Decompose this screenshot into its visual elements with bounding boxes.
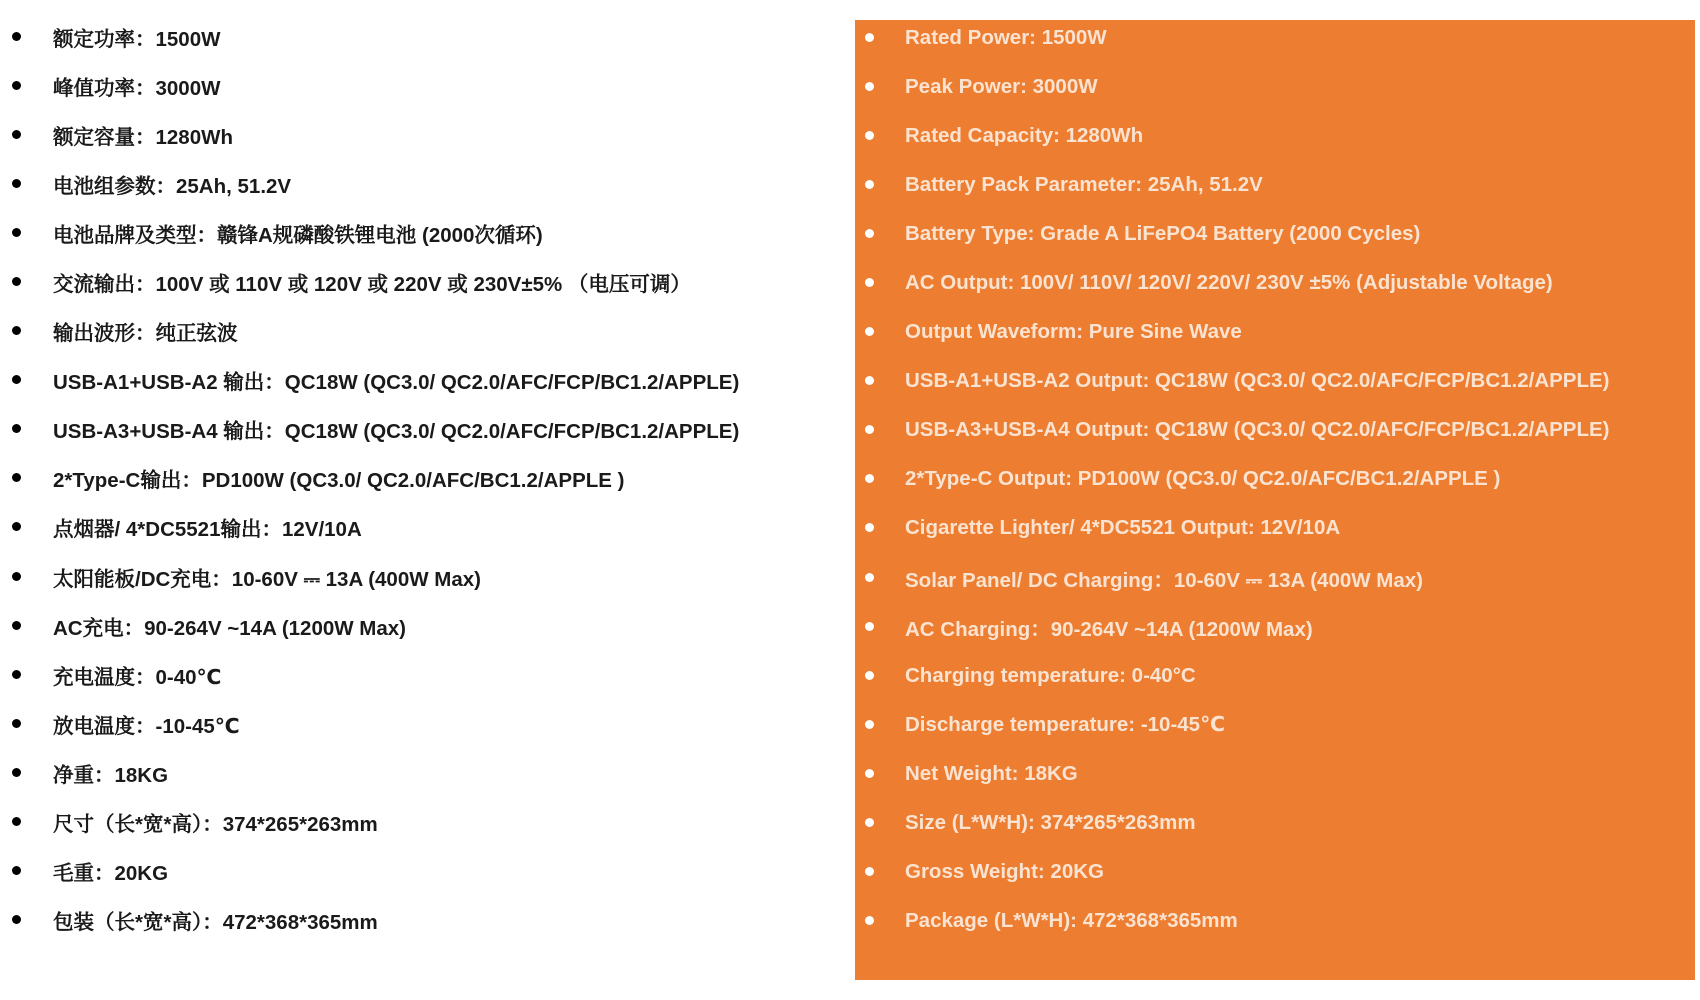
- bullet-icon: [12, 522, 21, 531]
- chinese-spec-text: 太阳能板/DC充电：10-60V ⎓ 13A (400W Max): [53, 567, 481, 591]
- chinese-spec-item: [0, 601, 840, 650]
- english-spec-item: [855, 602, 1695, 651]
- chinese-spec-text: 放电温度：-10-45℃: [53, 714, 240, 738]
- bullet-icon: [865, 33, 874, 42]
- chinese-spec-text: 包装（长*宽*高）：472*368*365mm: [53, 911, 378, 935]
- bullet-icon: [865, 769, 874, 778]
- chinese-spec-item: [0, 896, 840, 945]
- bullet-icon: [12, 670, 21, 679]
- english-spec-text: USB-A1+USB-A2 Output: QC18W (QC3.0/ QC2.0/AFC/FCP/BC1.2/APPLE): [905, 369, 1610, 393]
- chinese-spec-text: 尺寸（长*宽*高）：374*265*263mm: [53, 813, 378, 837]
- bullet-icon: [865, 131, 874, 140]
- bullet-icon: [12, 326, 21, 335]
- english-spec-text: 2*Type-C Output: PD100W (QC3.0/ QC2.0/AFC/BC1.2/APPLE ): [905, 467, 1501, 491]
- chinese-spec-text: 充电温度：0-40℃: [53, 665, 222, 689]
- chinese-spec-text: 峰值功率：3000W: [53, 76, 221, 100]
- bullet-icon: [12, 81, 21, 90]
- chinese-spec-item: [0, 12, 840, 61]
- bullet-icon: [865, 229, 874, 238]
- bullet-icon: [12, 719, 21, 728]
- chinese-spec-item: [0, 650, 840, 699]
- chinese-spec-item: [0, 110, 840, 159]
- bullet-icon: [12, 915, 21, 924]
- english-spec-item: [855, 848, 1695, 897]
- english-spec-text: Solar Panel/ DC Charging：10-60V ⎓ 13A (400W Max): [905, 568, 1423, 592]
- english-spec-list: [855, 13, 1695, 946]
- english-spec-text: Net Weight: 18KG: [905, 761, 1078, 785]
- chinese-spec-text: USB-A3+USB-A4 输出：QC18W (QC3.0/ QC2.0/AFC/FCP/BC1.2/APPLE): [53, 420, 740, 444]
- chinese-spec-text: 毛重：20KG: [53, 862, 169, 886]
- chinese-spec-text: AC充电：90-264V ~14A (1200W Max): [53, 616, 407, 640]
- chinese-spec-item: [0, 503, 840, 552]
- english-spec-item: [855, 357, 1695, 406]
- english-spec-item: [855, 651, 1695, 700]
- bullet-icon: [12, 473, 21, 482]
- bullet-icon: [12, 424, 21, 433]
- english-spec-text: Package (L*W*H): 472*368*365mm: [905, 909, 1238, 933]
- bullet-icon: [12, 179, 21, 188]
- english-spec-item: [855, 13, 1695, 62]
- english-spec-text: Rated Power: 1500W: [905, 25, 1107, 49]
- chinese-spec-list: [0, 12, 840, 945]
- chinese-spec-text: 2*Type-C输出：PD100W (QC3.0/ QC2.0/AFC/BC1.2/APPLE ): [53, 469, 625, 493]
- english-spec-text: Battery Type: Grade A LiFePO4 Battery (2000 Cycles): [905, 221, 1421, 245]
- english-spec-item: [855, 749, 1695, 798]
- english-spec-item: [855, 209, 1695, 258]
- chinese-spec-text: 电池品牌及类型：赣锋A规磷酸铁锂电池 (2000次循环): [53, 223, 543, 247]
- english-spec-item: [855, 308, 1695, 357]
- english-spec-text: Output Waveform: Pure Sine Wave: [905, 320, 1242, 344]
- english-spec-item: [855, 258, 1695, 307]
- bullet-icon: [865, 278, 874, 287]
- english-spec-text: USB-A3+USB-A4 Output: QC18W (QC3.0/ QC2.0/AFC/FCP/BC1.2/APPLE): [905, 418, 1610, 442]
- chinese-spec-text: 输出波形：纯正弦波: [53, 322, 238, 346]
- bullet-icon: [865, 671, 874, 680]
- chinese-spec-item: [0, 454, 840, 503]
- english-spec-text: Discharge temperature: -10-45℃: [905, 713, 1225, 737]
- english-spec-item: [855, 504, 1695, 553]
- bullet-icon: [12, 621, 21, 630]
- bullet-icon: [865, 376, 874, 385]
- english-spec-text: Size (L*W*H): 374*265*263mm: [905, 811, 1196, 835]
- bullet-icon: [12, 32, 21, 41]
- english-spec-item: [855, 553, 1695, 602]
- chinese-spec-item: [0, 748, 840, 797]
- chinese-spec-text: USB-A1+USB-A2 输出：QC18W (QC3.0/ QC2.0/AFC/FCP/BC1.2/APPLE): [53, 371, 740, 395]
- bullet-icon: [865, 425, 874, 434]
- chinese-spec-text: 额定容量：1280Wh: [53, 125, 233, 149]
- english-spec-text: Rated Capacity: 1280Wh: [905, 123, 1144, 147]
- english-spec-text: Battery Pack Parameter: 25Ah, 51.2V: [905, 172, 1263, 196]
- bullet-icon: [865, 523, 874, 532]
- bullet-icon: [865, 180, 874, 189]
- chinese-spec-item: [0, 847, 840, 896]
- bullet-icon: [865, 327, 874, 336]
- bullet-icon: [865, 474, 874, 483]
- bullet-icon: [12, 768, 21, 777]
- bullet-icon: [865, 916, 874, 925]
- bullet-icon: [865, 867, 874, 876]
- bullet-icon: [12, 130, 21, 139]
- chinese-spec-item: [0, 307, 840, 356]
- english-spec-text: AC Output: 100V/ 110V/ 120V/ 220V/ 230V ±5% (Adjustable Voltage): [905, 271, 1553, 295]
- chinese-spec-item: [0, 798, 840, 847]
- english-spec-item: [855, 799, 1695, 848]
- bullet-icon: [12, 375, 21, 384]
- bullet-icon: [12, 572, 21, 581]
- chinese-spec-item: [0, 61, 840, 110]
- english-spec-text: Cigarette Lighter/ 4*DC5521 Output: 12V/10A: [905, 516, 1341, 540]
- english-spec-item: [855, 160, 1695, 209]
- bullet-icon: [865, 818, 874, 827]
- bullet-icon: [865, 720, 874, 729]
- chinese-spec-item: [0, 552, 840, 601]
- english-spec-item: [855, 62, 1695, 111]
- bullet-icon: [865, 573, 874, 582]
- bullet-icon: [12, 228, 21, 237]
- english-spec-text: Peak Power: 3000W: [905, 74, 1098, 98]
- chinese-spec-text: 交流输出：100V 或 110V 或 120V 或 220V 或 230V±5% （电压可调）: [53, 273, 691, 297]
- english-spec-item: [855, 897, 1695, 946]
- english-spec-item: [855, 406, 1695, 455]
- chinese-spec-item: [0, 699, 840, 748]
- english-spec-text: AC Charging：90-264V ~14A (1200W Max): [905, 617, 1313, 641]
- chinese-spec-item: [0, 405, 840, 454]
- bullet-icon: [865, 622, 874, 631]
- chinese-spec-text: 额定功率：1500W: [53, 27, 221, 51]
- bullet-icon: [12, 866, 21, 875]
- chinese-spec-text: 净重：18KG: [53, 763, 169, 787]
- chinese-spec-item: [0, 159, 840, 208]
- english-spec-item: [855, 111, 1695, 160]
- chinese-spec-text: 电池组参数：25Ah, 51.2V: [53, 174, 292, 198]
- chinese-spec-item: [0, 356, 840, 405]
- bullet-icon: [12, 817, 21, 826]
- bullet-icon: [12, 277, 21, 286]
- english-spec-text: Charging temperature: 0-40°C: [905, 663, 1196, 687]
- chinese-spec-item: [0, 257, 840, 306]
- chinese-spec-item: [0, 208, 840, 257]
- english-spec-column: [855, 20, 1695, 980]
- english-spec-item: [855, 455, 1695, 504]
- english-spec-item: [855, 700, 1695, 749]
- chinese-spec-text: 点烟器/ 4*DC5521输出：12V/10A: [53, 518, 362, 542]
- bullet-icon: [865, 82, 874, 91]
- english-spec-text: Gross Weight: 20KG: [905, 860, 1104, 884]
- chinese-spec-column: [0, 0, 840, 1000]
